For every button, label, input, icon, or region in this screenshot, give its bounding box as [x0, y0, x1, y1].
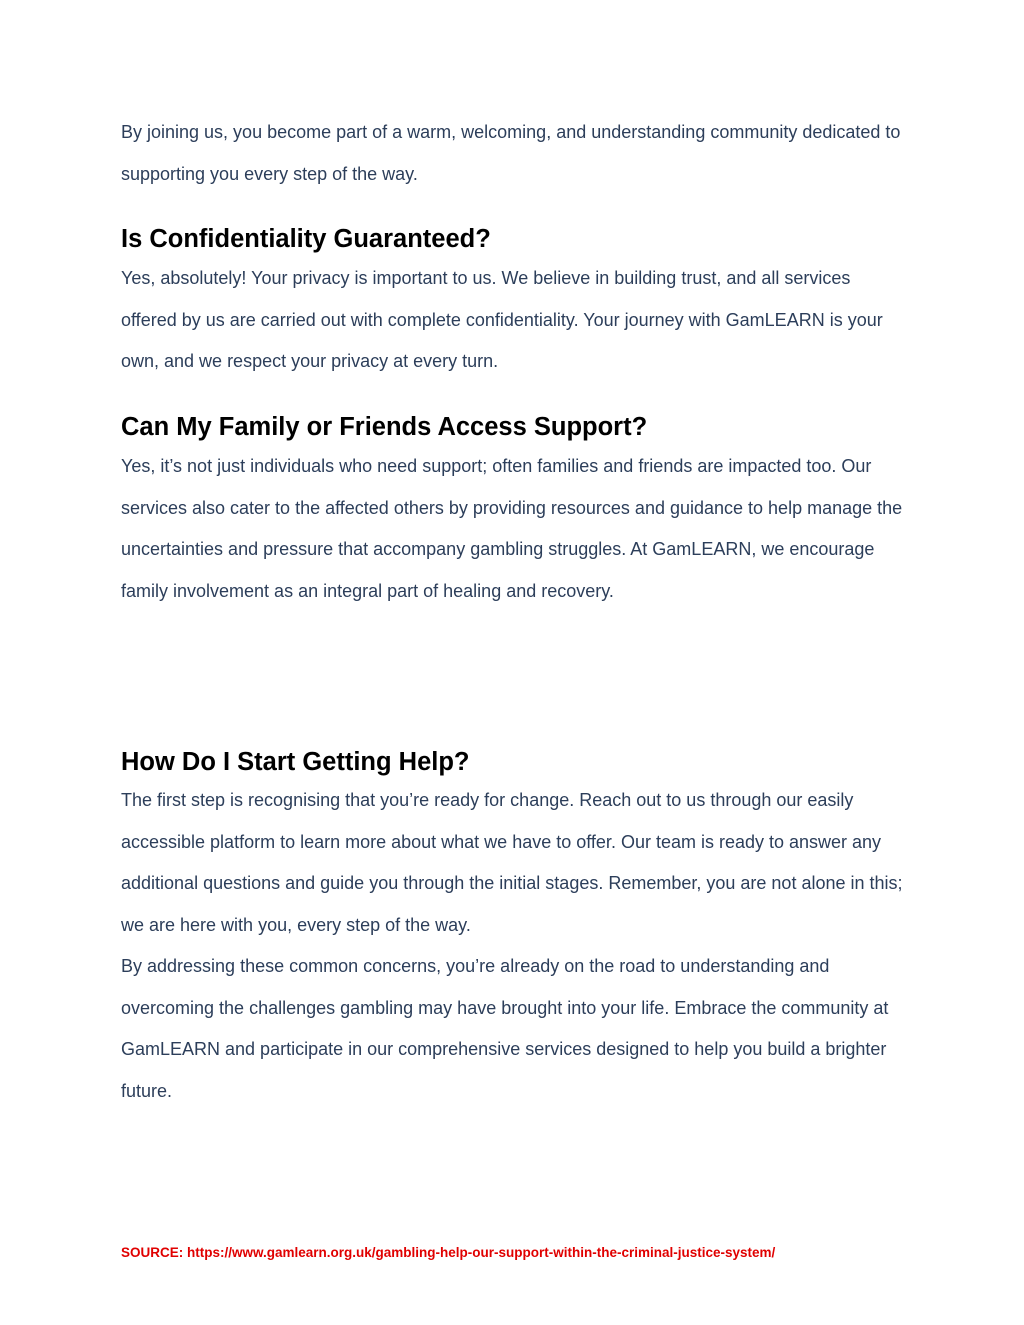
section-body-family-support: Yes, it’s not just individuals who need support; often families and friends are impacted too. Our services also cater to the affected others by providing resources and guidance to help manage the uncertainties and pressure that accompany gambling struggles. At GamLEARN, we encourage family involvement as an integral part of healing and recovery.	[121, 456, 903, 601]
section-heading-getting-help: How Do I Start Getting Help?	[121, 748, 470, 776]
section-body-getting-help: The first step is recognising that you’re ready for change. Reach out to us through our easily accessible platform to learn more about what we have to offer. Our team is ready to answer any additional questions and guide you through the initial stages. Remember, you are not alone in this; we are here with you, every step of the way.	[121, 790, 903, 935]
source-citation: SOURCE: https://www.gamlearn.org.uk/gambling-help-our-support-within-the-criminal-justice-system/	[121, 1245, 776, 1260]
section-heading-confidentiality: Is Confidentiality Guaranteed?	[121, 225, 491, 253]
intro-paragraph: By joining us, you become part of a warm, welcoming, and understanding community dedicated to supporting you every step of the way.	[121, 122, 901, 184]
section-body-confidentiality: Yes, absolutely! Your privacy is important to us. We believe in building trust, and all services offered by us are carried out with complete confidentiality. Your journey with GamLEARN is your own, and we respect your privacy at every turn.	[121, 268, 883, 372]
closing-paragraph: By addressing these common concerns, you’re already on the road to understanding and overcoming the challenges gambling may have brought into your life. Embrace the community at GamLEARN and participate in our comprehensive services designed to help you build a brighter future.	[121, 956, 889, 1101]
section-heading-family-support: Can My Family or Friends Access Support?	[121, 413, 648, 441]
